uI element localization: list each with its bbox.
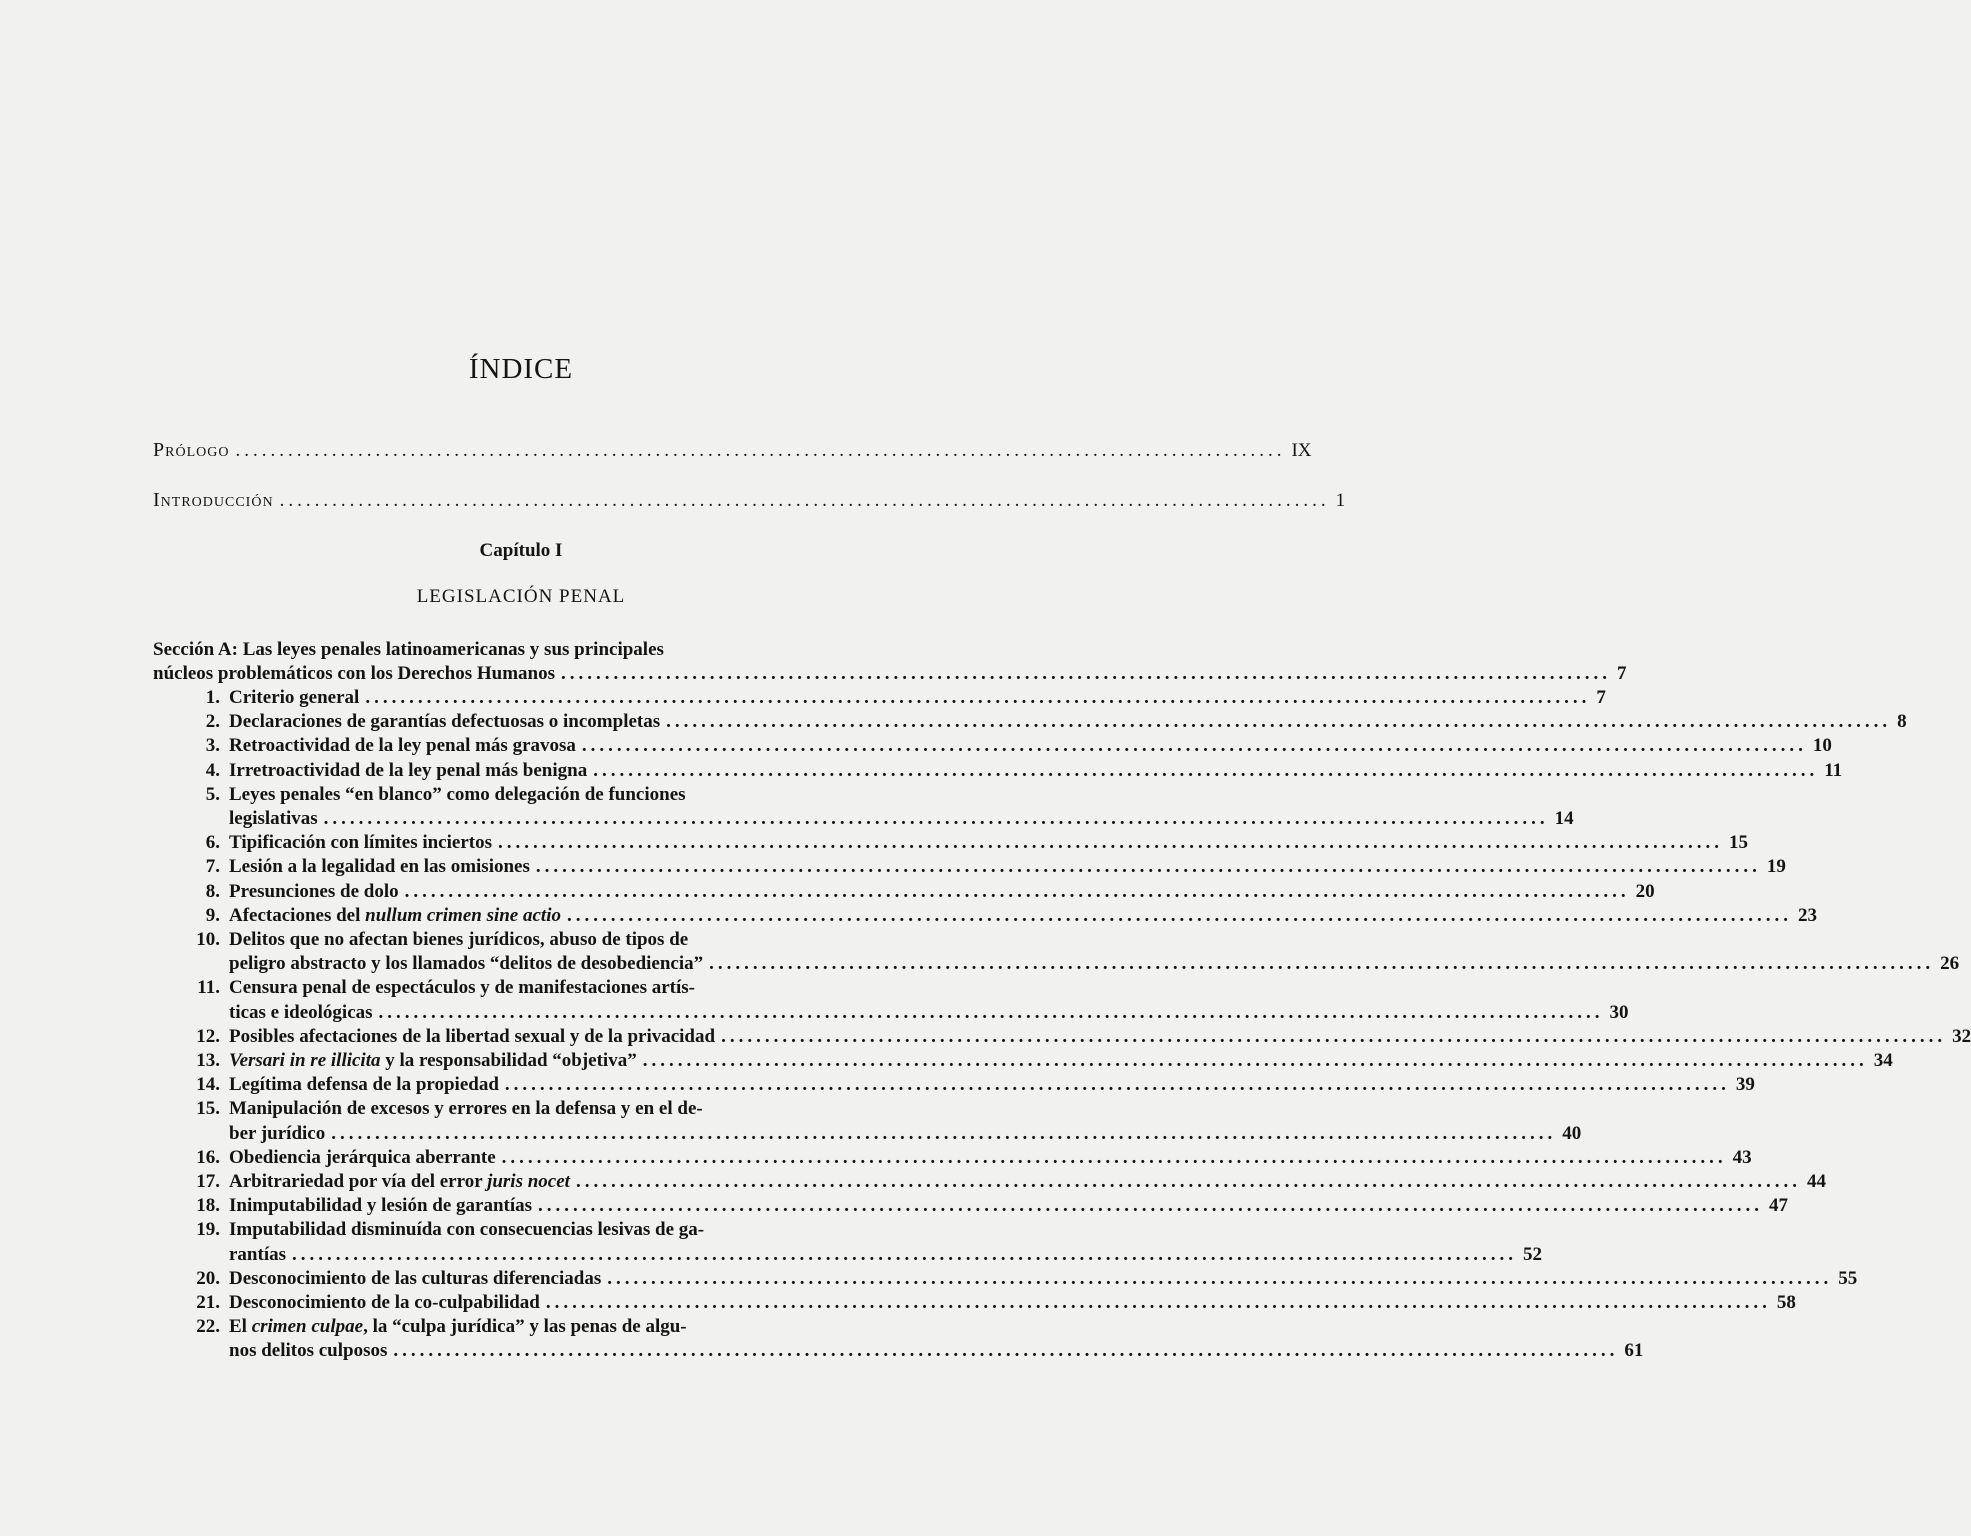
dot-leader: ............................................................................................................................................ bbox=[404, 880, 1630, 902]
item-page: 40 bbox=[1562, 1122, 1582, 1144]
chapter-heading: Capítulo I bbox=[479, 540, 563, 561]
item-page: 14 bbox=[1554, 808, 1574, 829]
item-number: 20. bbox=[196, 1267, 220, 1289]
item-label: rantías bbox=[229, 1243, 286, 1265]
item-number: 14. bbox=[196, 1074, 220, 1096]
dot-leader: ............................................................................................................................................ bbox=[607, 1267, 1833, 1289]
dot-leader: ............................................................................................................................................ bbox=[323, 808, 1549, 829]
dot-leader: ............................................................................................................................................ bbox=[538, 1195, 1764, 1217]
item-text-line: Censura penal de espectáculos y de manifestaciones artís- bbox=[229, 977, 695, 999]
dot-leader: ............................................................................................................................................ bbox=[666, 711, 1892, 733]
item-label: Declaraciones de garantías defectuosas o incompletas bbox=[229, 711, 661, 733]
item-number: 8. bbox=[205, 880, 220, 902]
item-page: 23 bbox=[1797, 904, 1817, 926]
item-page: 19 bbox=[1766, 856, 1786, 878]
item-text-line: Imputabilidad disminuída con consecuencias lesivas de ga- bbox=[229, 1219, 705, 1241]
item-page: 44 bbox=[1806, 1171, 1826, 1192]
item-page: 11 bbox=[1824, 759, 1843, 781]
item-text-line bbox=[229, 1025, 1971, 1049]
item-text-line bbox=[229, 1001, 1629, 1025]
item-text-line bbox=[229, 1291, 1796, 1315]
item-label: Criterio general bbox=[229, 687, 360, 708]
item-label: Lesión a la legalidad en las omisiones bbox=[229, 856, 530, 878]
dot-leader: ............................................................................................................................................ bbox=[642, 1050, 1868, 1071]
item-label: Irretroactividad de la ley penal más benigna bbox=[229, 759, 588, 781]
toc-entry-introduccion[interactable] bbox=[153, 488, 1346, 513]
dot-leader: ............................................................................................................................................ bbox=[721, 1025, 1947, 1047]
entry-label: Introducción bbox=[153, 489, 274, 511]
item-text-line bbox=[229, 1122, 1582, 1146]
item-text-line bbox=[229, 880, 1655, 904]
item-page: 47 bbox=[1769, 1195, 1789, 1217]
entry-page: IX bbox=[1291, 440, 1312, 461]
item-number: 17. bbox=[196, 1171, 220, 1192]
item-text-line: Delitos que no afectan bienes jurídicos, abuso de tipos de bbox=[229, 929, 689, 950]
item-text-line bbox=[229, 807, 1574, 831]
item-number: 7. bbox=[205, 856, 220, 878]
dot-leader: ............................................................................................................................................ bbox=[709, 953, 1935, 975]
item-number: 9. bbox=[205, 904, 220, 926]
item-page: 39 bbox=[1735, 1074, 1755, 1096]
item-number: 1. bbox=[205, 687, 220, 708]
item-page: 52 bbox=[1523, 1243, 1542, 1265]
item-label: Presunciones de dolo bbox=[229, 880, 399, 902]
section-title-line-1: Sección A: Las leyes penales latinoamericanas y sus principales bbox=[153, 639, 664, 660]
item-label: Tipificación con límites inciertos bbox=[229, 832, 492, 854]
dot-leader: ............................................................................................................................................ bbox=[545, 1292, 1771, 1313]
dot-leader: ............................................................................................................................................ bbox=[535, 856, 1761, 878]
item-number: 4. bbox=[205, 759, 220, 781]
item-text-line bbox=[229, 1073, 1755, 1097]
item-label: ticas e ideológicas bbox=[229, 1001, 373, 1023]
dot-leader: ............................................................................................................................................ bbox=[393, 1340, 1619, 1362]
item-page: 55 bbox=[1838, 1267, 1858, 1289]
section-label: núcleos problemáticos con los Derechos Humanos bbox=[153, 663, 555, 684]
item-text-line bbox=[229, 734, 1832, 758]
item-label: Afectaciones del nullum crimen sine actio bbox=[229, 904, 561, 926]
dot-leader: ............................................................................................................................................ bbox=[331, 1122, 1557, 1144]
item-page: 7 bbox=[1596, 687, 1606, 708]
item-page: 58 bbox=[1776, 1292, 1796, 1313]
item-label: Retroactividad de la ley penal más gravosa bbox=[229, 735, 576, 757]
item-label: Desconocimiento de las culturas diferenciadas bbox=[229, 1267, 602, 1289]
dot-leader: ............................................................................................................................................ bbox=[593, 759, 1819, 781]
item-text-line bbox=[229, 831, 1748, 855]
dot-leader: ............................................................................................................................................ bbox=[501, 1146, 1727, 1168]
toc-entry-prologo[interactable] bbox=[153, 438, 1312, 463]
index-title: ÍNDICE bbox=[468, 353, 574, 385]
item-number: 3. bbox=[205, 735, 220, 757]
item-number: 6. bbox=[205, 832, 220, 854]
item-label: Legítima defensa de la propiedad bbox=[229, 1074, 499, 1096]
item-label: ber jurídico bbox=[229, 1122, 326, 1144]
item-page: 43 bbox=[1732, 1146, 1752, 1168]
entry-label: Prólogo bbox=[153, 439, 230, 461]
dot-leader: ............................................................................................................................................ bbox=[504, 1074, 1730, 1096]
dot-leader: ............................................................................................................................................ bbox=[292, 1243, 1517, 1265]
item-label: Desconocimiento de la co-culpabilidad bbox=[229, 1292, 540, 1313]
item-number: 19. bbox=[196, 1219, 220, 1241]
item-text-line: El crimen culpae, la “culpa jurídica” y las penas de algu- bbox=[229, 1316, 687, 1338]
item-text-line bbox=[229, 904, 1817, 928]
item-text-line bbox=[229, 855, 1786, 879]
item-page: 26 bbox=[1940, 953, 1960, 975]
dot-leader: ........................................................................................................................ bbox=[561, 663, 1611, 684]
section-page: 7 bbox=[1617, 663, 1627, 684]
item-text-line bbox=[229, 1170, 1826, 1194]
dot-leader: ............................................................................................................................................ bbox=[566, 904, 1792, 926]
dot-leader: ........................................................................................................................ bbox=[279, 490, 1330, 511]
dot-leader: ............................................................................................................................................ bbox=[365, 687, 1591, 708]
item-text-line bbox=[229, 710, 1907, 734]
item-number: 2. bbox=[205, 711, 220, 733]
item-label: Versari in re illicita y la responsabilidad “objetiva” bbox=[229, 1050, 637, 1071]
item-text-line bbox=[229, 1339, 1644, 1363]
item-text-line: Leyes penales “en blanco” como delegación de funciones bbox=[229, 783, 686, 805]
item-text-line bbox=[229, 1146, 1752, 1170]
item-number: 21. bbox=[196, 1292, 220, 1313]
dot-leader: ............................................................................................................................................ bbox=[378, 1001, 1604, 1023]
item-label: legislativas bbox=[229, 808, 318, 829]
item-text-line bbox=[229, 686, 1606, 710]
item-number: 16. bbox=[196, 1146, 220, 1168]
item-text-line bbox=[229, 1267, 1858, 1291]
item-number: 5. bbox=[205, 783, 220, 805]
item-page: 10 bbox=[1812, 735, 1832, 757]
item-text-line: Manipulación de excesos y errores en la defensa y en el de- bbox=[229, 1098, 703, 1120]
item-page: 61 bbox=[1624, 1340, 1644, 1362]
item-number: 15. bbox=[196, 1098, 220, 1120]
item-text-line bbox=[229, 759, 1843, 783]
item-label: Posibles afectaciones de la libertad sexual y de la privacidad bbox=[229, 1025, 716, 1047]
dot-leader: ............................................................................................................................................ bbox=[581, 735, 1807, 757]
item-label: nos delitos culposos bbox=[229, 1340, 388, 1362]
item-page: 8 bbox=[1897, 711, 1907, 733]
item-text-line bbox=[229, 952, 1960, 976]
item-number: 22. bbox=[196, 1316, 220, 1338]
item-text-line bbox=[229, 1243, 1542, 1267]
chapter-title: LEGISLACIÓN PENAL bbox=[416, 586, 626, 607]
section-title-line-2[interactable] bbox=[153, 662, 1627, 686]
item-number: 18. bbox=[196, 1195, 220, 1217]
item-label: Inimputabilidad y lesión de garantías bbox=[229, 1195, 533, 1217]
item-label: peligro abstracto y los llamados “delitos de desobediencia” bbox=[229, 953, 704, 975]
entry-page: 1 bbox=[1335, 490, 1346, 511]
item-number: 11. bbox=[197, 977, 220, 999]
item-page: 30 bbox=[1609, 1001, 1629, 1023]
item-number: 13. bbox=[196, 1050, 220, 1071]
item-page: 15 bbox=[1729, 832, 1748, 854]
item-page: 20 bbox=[1635, 880, 1655, 902]
dot-leader: ............................................................................................................................................ bbox=[575, 1171, 1801, 1192]
item-label: Obediencia jerárquica aberrante bbox=[229, 1146, 496, 1168]
item-text-line bbox=[229, 1194, 1789, 1218]
item-text-line bbox=[229, 1049, 1893, 1073]
item-label: Arbitrariedad por vía del error juris nocet bbox=[229, 1171, 570, 1192]
item-page: 34 bbox=[1873, 1050, 1893, 1071]
item-number: 10. bbox=[196, 929, 220, 950]
dot-leader: ........................................................................................................................ bbox=[235, 440, 1286, 461]
item-page: 32 bbox=[1952, 1025, 1971, 1047]
item-number: 12. bbox=[196, 1025, 220, 1047]
dot-leader: ............................................................................................................................................ bbox=[498, 832, 1723, 854]
